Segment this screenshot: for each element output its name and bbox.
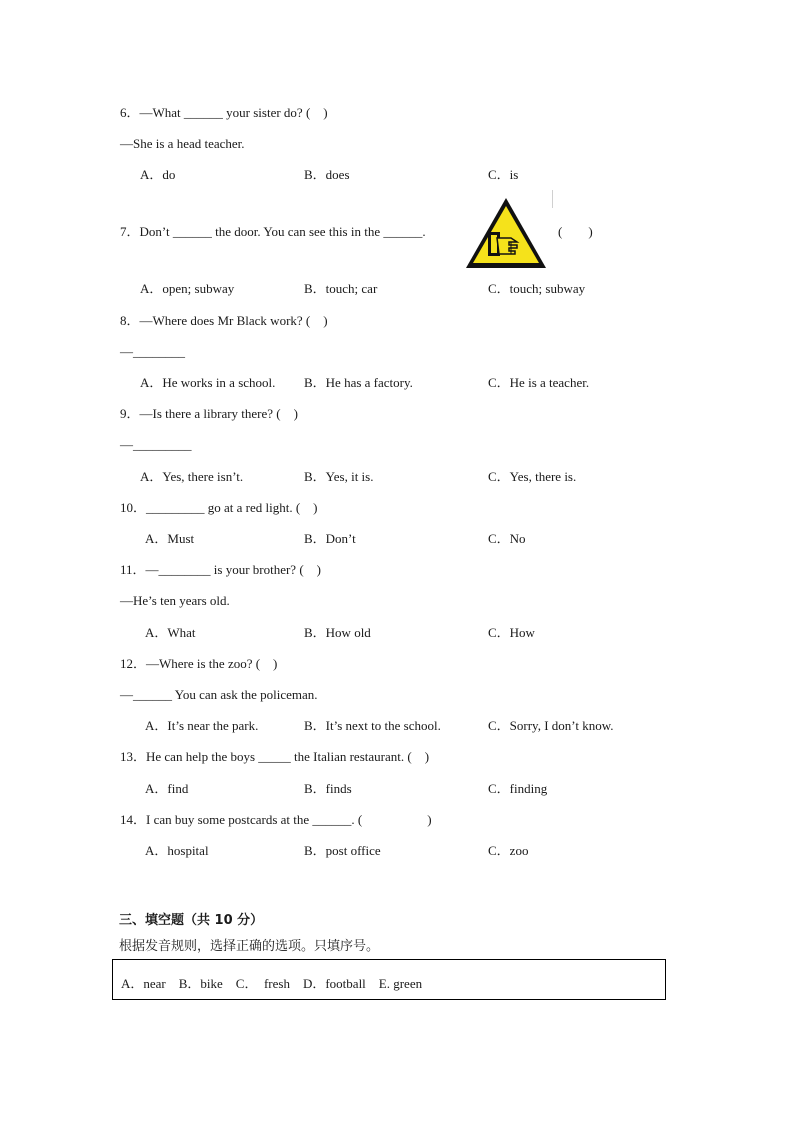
question-6-option-a: A．do	[140, 167, 176, 182]
question-14-option-a: A．hospital	[145, 843, 209, 858]
question-10-option-a: A．Must	[145, 531, 195, 546]
question-11-answer-line: —He’s ten years old.	[120, 593, 230, 608]
question-13-option-a: A．find	[145, 781, 189, 796]
question-8-option-a: A．He works in a school.	[140, 375, 276, 390]
question-12-option-b: B．It’s next to the school.	[304, 718, 441, 733]
question-8-option-c: C．He is a teacher.	[488, 375, 590, 390]
question-12-option-a: A．It’s near the park.	[145, 718, 259, 733]
question-8-stem: 8．—Where does Mr Black work? ( )	[120, 313, 328, 328]
section-3-instruction: 根据发音规则，选择正确的选项。只填序号。	[119, 939, 380, 954]
question-14-stem: 14．I can buy some postcards at the ______. ( )	[120, 812, 432, 827]
question-7-option-b: B．touch; car	[304, 281, 378, 296]
section-3-title: 三、填空题（共 10 分）	[119, 913, 264, 928]
question-7-paren: ( )	[558, 224, 593, 239]
question-7-option-a: A．open; subway	[140, 281, 235, 296]
question-9-stem: 9．—Is there a library there? ( )	[120, 406, 298, 421]
word-bank-box	[112, 959, 666, 1000]
question-13-option-b: B．finds	[304, 781, 352, 796]
question-6-stem: 6．—What ______ your sister do? ( )	[120, 105, 328, 120]
warning-hand-sign-icon	[464, 196, 548, 270]
question-9-option-b: B．Yes, it is.	[304, 469, 374, 484]
question-8-answer-line: —________	[120, 344, 185, 359]
question-11-stem: 11．—________ is your brother? ( )	[120, 562, 321, 577]
question-13-stem: 13．He can help the boys _____ the Italian restaurant. ( )	[120, 749, 430, 764]
question-6-option-c: C．is	[488, 167, 519, 182]
question-11-option-b: B．How old	[304, 625, 371, 640]
question-12-stem: 12．—Where is the zoo? ( )	[120, 656, 278, 671]
word-bank-options: A．near B．bike C． fresh D．football E. green	[121, 976, 423, 991]
question-11-option-c: C．How	[488, 625, 535, 640]
question-12-option-c: C．Sorry, I don’t know.	[488, 718, 614, 733]
question-10-option-b: B．Don’t	[304, 531, 356, 546]
question-9-answer-line: —_________	[120, 437, 192, 452]
question-13-option-c: C．finding	[488, 781, 548, 796]
question-11-option-a: A．What	[145, 625, 196, 640]
question-7-option-c: C．touch; subway	[488, 281, 586, 296]
question-6-option-b: B．does	[304, 167, 350, 182]
question-7-stem: 7．Don’t ______ the door. You can see this in the ______.	[120, 224, 426, 239]
question-14-option-c: C．zoo	[488, 843, 529, 858]
question-9-option-c: C．Yes, there is.	[488, 469, 577, 484]
question-14-option-b: B．post office	[304, 843, 381, 858]
scan-mark	[552, 190, 553, 208]
question-8-option-b: B．He has a factory.	[304, 375, 413, 390]
question-6-answer-line: —She is a head teacher.	[120, 136, 245, 151]
question-9-option-a: A．Yes, there isn’t.	[140, 469, 244, 484]
question-10-stem: 10．_________ go at a red light. ( )	[120, 500, 318, 515]
question-12-answer-line: —______ You can ask the policeman.	[120, 687, 318, 702]
question-10-option-c: C．No	[488, 531, 526, 546]
